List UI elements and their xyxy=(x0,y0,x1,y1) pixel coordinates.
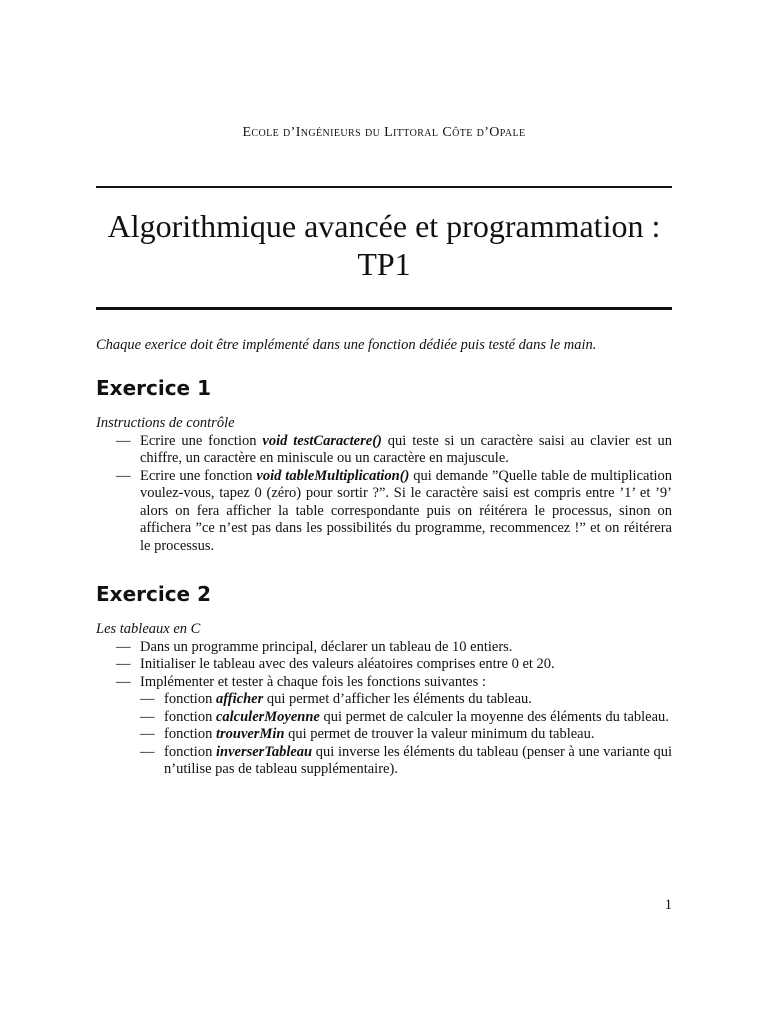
exercise-1-subtitle: Instructions de contrôle xyxy=(96,415,235,431)
top-rule xyxy=(96,186,672,188)
item-text: qui teste si un caractère saisi au clavier est un chiffre, un caractère en miniscule ou un caractère en majuscule. xyxy=(140,432,672,466)
title-line-1: Algorithmique avancée et programmation : xyxy=(107,208,661,244)
item-text: qui demande ”Quelle table de multiplication voulez-vous, tapez 0 (zéro) pour sortir ?”. Si le caractère saisi est compris entre ’1’ et ’9’ alors on fera afficher la table correspondante puis on réitérera le processus, sinon on affichera ”ce n’est pas dans les possibilités du programme, recommencez !” et on réitérera le processus. xyxy=(140,467,672,554)
item-text: Initialiser le tableau avec des valeurs aléatoires comprises entre 0 et 20. xyxy=(140,656,555,672)
item-text: Dans un programme principal, déclarer un tableau de 10 entiers. xyxy=(140,638,513,655)
exercise-2-list xyxy=(96,639,672,779)
school-header: Ecole d’Ingénieurs du Littoral Côte d’Opale xyxy=(242,125,526,140)
dash-bullet: — xyxy=(140,708,155,725)
function-name: afficher xyxy=(215,691,264,707)
function-name: void testCaractere() xyxy=(262,432,382,449)
item-text: fonction xyxy=(164,691,216,707)
exercise-2-heading: Exercice 2 xyxy=(96,582,211,606)
sublist-item xyxy=(140,691,672,709)
intro-text: Chaque exerice doit être implémenté dans une fonction dédiée puis testé dans le main. xyxy=(96,337,597,353)
sublist-item xyxy=(140,744,672,779)
exercise-1-section xyxy=(96,374,672,555)
function-sublist xyxy=(140,691,672,779)
item-text: fonction xyxy=(164,708,216,725)
list-item xyxy=(96,674,672,779)
item-text: qui permet de calculer la moyenne des éléments du tableau. xyxy=(319,708,669,725)
exercise-1-heading: Exercice 1 xyxy=(96,376,211,400)
page-number: 1 xyxy=(664,897,672,913)
sublist-item xyxy=(140,726,672,744)
dash-bullet: — xyxy=(140,726,155,742)
item-text: fonction xyxy=(164,726,216,742)
dash-bullet: — xyxy=(116,467,131,484)
list-item xyxy=(96,639,672,657)
item-text: fonction xyxy=(164,743,216,760)
item-text: Ecrire une fonction xyxy=(140,432,263,449)
bottom-rule xyxy=(96,307,672,310)
dash-bullet: — xyxy=(116,673,131,690)
function-name: void tableMultiplication() xyxy=(256,467,410,484)
dash-bullet: — xyxy=(140,743,155,760)
list-item xyxy=(96,656,672,674)
exercise-1-list xyxy=(96,433,672,556)
item-text: Ecrire une fonction xyxy=(140,467,257,484)
item-text: qui inverse les éléments du tableau (penser à une variante qui n’utilise pas de tableau supplémentaire). xyxy=(164,743,672,777)
exercise-2-section xyxy=(96,580,672,779)
list-item xyxy=(96,468,672,556)
function-name: calculerMoyenne xyxy=(215,708,320,725)
item-text: qui permet d’afficher les éléments du tableau. xyxy=(263,691,532,707)
dash-bullet: — xyxy=(116,432,131,449)
function-name: inverserTableau xyxy=(215,743,313,760)
item-text: Implémenter et tester à chaque fois les fonctions suivantes : xyxy=(140,673,486,690)
dash-bullet: — xyxy=(140,691,155,707)
list-item xyxy=(96,433,672,468)
title-line-2: TP1 xyxy=(357,246,411,282)
dash-bullet: — xyxy=(116,638,131,655)
document-title xyxy=(96,207,672,283)
item-text: qui permet de trouver la valeur minimum du tableau. xyxy=(284,726,595,742)
sublist-item xyxy=(140,709,672,727)
dash-bullet: — xyxy=(116,656,131,672)
function-name: trouverMin xyxy=(215,726,285,742)
exercise-2-subtitle: Les tableaux en C xyxy=(96,621,201,637)
